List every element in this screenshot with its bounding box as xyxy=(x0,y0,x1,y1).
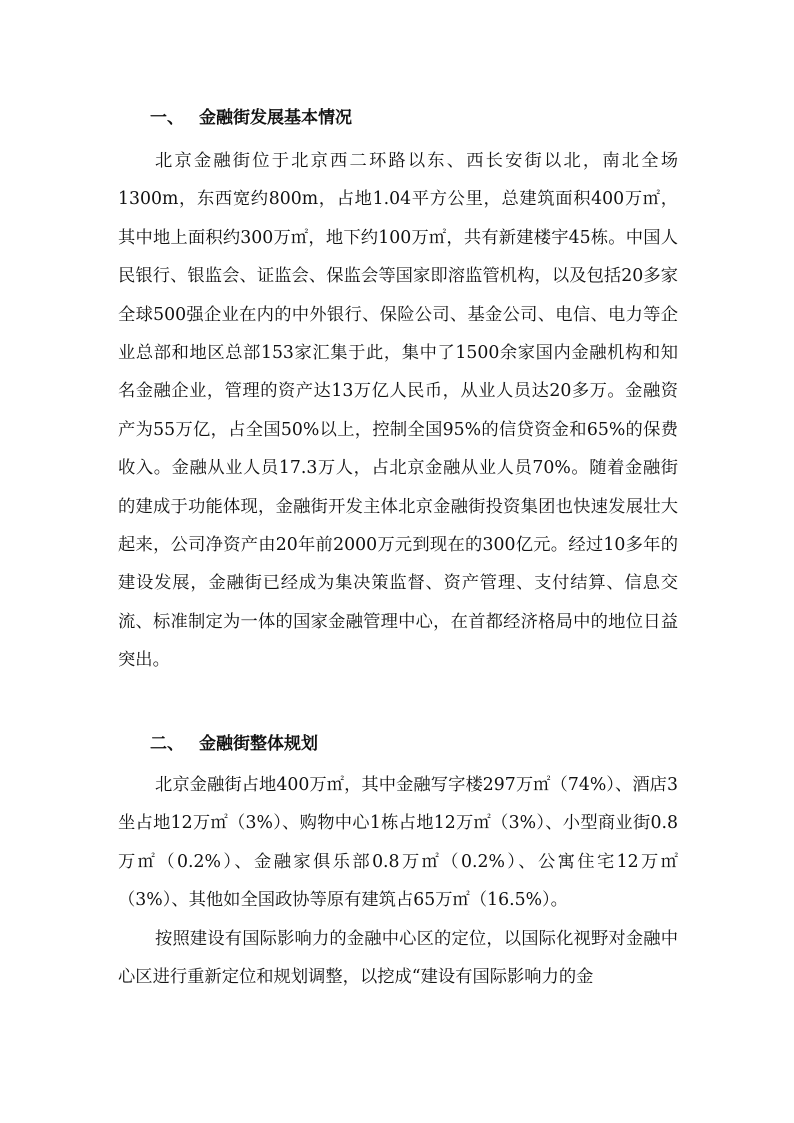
section-heading xyxy=(150,106,352,130)
section-heading xyxy=(150,732,318,756)
section-title: 金融街发展基本情况 xyxy=(199,108,352,128)
section-number: 二、 xyxy=(150,734,184,754)
body-paragraph: 北京金融街占地400万㎡，其中金融写字楼297万㎡（74%）、酒店3坐占地12万㎡（3%）、购物中心1栋占地12万㎡（3%）、小型商业街0.8万㎡（0.2%）、金融家俱乐部0.8万㎡（0.2%）、公寓住宅12万㎡（3%）、其他如全国政协等原有建筑占65万㎡（16.5%）。 xyxy=(118,775,678,911)
section-number: 一、 xyxy=(150,108,184,128)
body-paragraph: 按照建设有国际影响力的金融中心区的定位，以国际化视野对金融中心区进行重新定位和规划调整，以挖成“建设有国际影响力的金 xyxy=(118,929,678,988)
body-paragraph: 北京金融街位于北京西二环路以东、西长安街以北，南北全场1300m，东西宽约800m，占地1.04平方公里，总建筑面积400万㎡，其中地上面积约300万㎡，地下约100万㎡，共有新建楼宇45栋。中国人民银行、银监会、证监会、保监会等国家即溶监管机构，以及包括20多家全球500强企业在内的中外银行、保险公司、基金公司、电信、电力等企业总部和地区总部153家汇集于此，集中了1500余家国内金融机构和知名金融企业，管理的资产达13万亿人民币，从业人员达20多万。金融资产为55万亿，占全国50%以上，控制全国95%的信贷资金和65%的保费收入。金融从业人员17.3万人，占北京金融从业人员70%。随着金融街的建成于功能体现，金融街开发主体北京金融街投资集团也快速发展壮大起来，公司净资产由20年前2000万元到现在的300亿元。经过10多年的建设发展，金融街已经成为集决策监督、资产管理、支付结算、信息交流、标准制定为一体的国家金融管理中心，在首都经济格局中的地位日益突出。 xyxy=(118,151,678,671)
section-title: 金融街整体规划 xyxy=(199,734,318,754)
